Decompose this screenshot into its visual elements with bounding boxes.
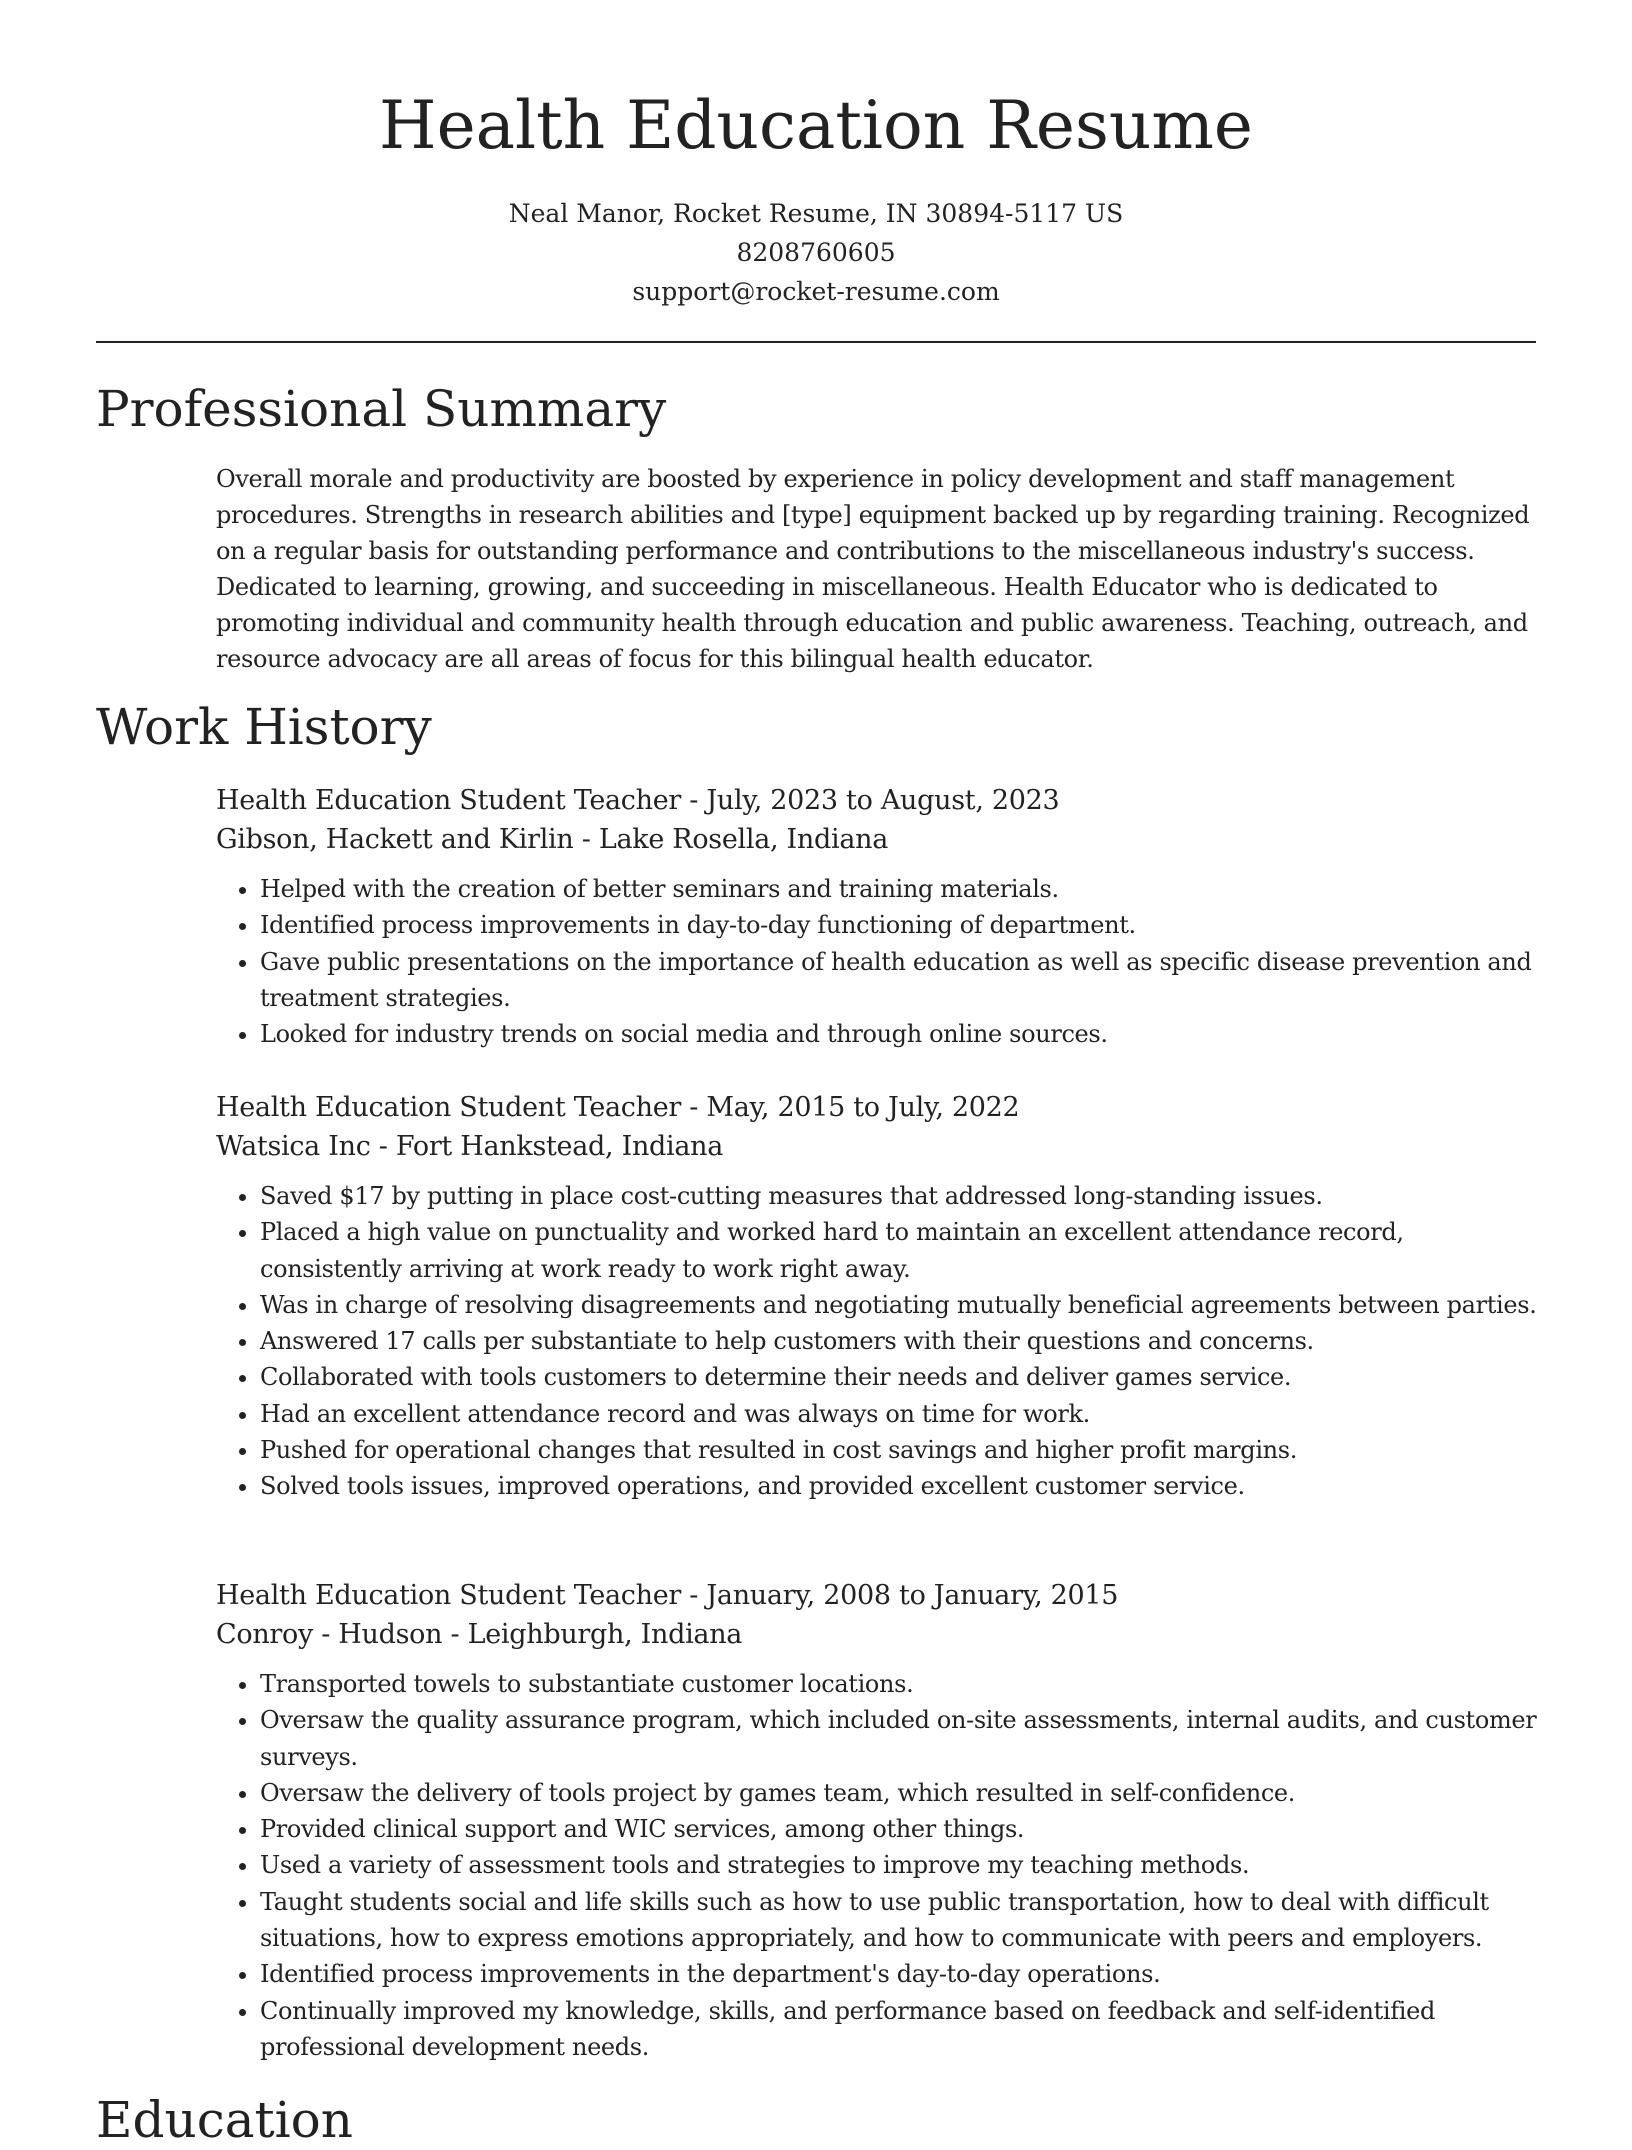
job-bullet: • Collaborated with tools customers to determine their needs and deliver games service.: [260, 1359, 1542, 1395]
job-bullet: • Provided clinical support and WIC services, among other things.: [260, 1811, 1542, 1847]
job-bullets: [216, 1178, 1542, 1505]
education-heading: Education: [96, 2091, 353, 2149]
work-history-heading: Work History: [96, 698, 432, 756]
job-bullet: • Solved tools issues, improved operations, and provided excellent customer service.: [260, 1468, 1542, 1504]
summary-text: Overall morale and productivity are boosted by experience in policy development and staff management procedures. Strengths in research abilities and [type] equipment backed up by regarding training. Recognized on a regular basis for outstanding performance and contributions to the miscellaneous industry's success. Dedicated to learning, growing, and succeeding in miscellaneous. Health Educator who is dedicated to promoting individual and community health through education and public awareness. Teaching, outreach, and resource advocacy are all areas of focus for this bilingual health educator.: [216, 465, 1530, 673]
job-bullet: • Was in charge of resolving disagreements and negotiating mutually beneficial agreements between parties.: [260, 1287, 1542, 1323]
job-bullets: [216, 871, 1542, 1052]
job-entry: [216, 1576, 1542, 2065]
job-bullet: • Identified process improvements in day-to-day functioning of department.: [260, 907, 1542, 943]
job-title-line: Health Education Student Teacher - May, 2015 to July, 2022: [216, 1092, 1020, 1123]
job-bullet: • Helped with the creation of better seminars and training materials.: [260, 871, 1542, 907]
contact-email: support@rocket-resume.com: [632, 277, 1000, 306]
job-bullet: • Continually improved my knowledge, skills, and performance based on feedback and self-identified professional development needs.: [260, 1993, 1542, 2066]
job-bullet: • Oversaw the delivery of tools project by games team, which resulted in self-confidence.: [260, 1775, 1542, 1811]
job-company-line: Gibson, Hackett and Kirlin - Lake Rosella, Indiana: [216, 824, 889, 855]
contact-phone: 8208760605: [736, 238, 896, 267]
contact-block: [0, 194, 1632, 311]
job-bullet: • Oversaw the quality assurance program, which included on-site assessments, internal audits, and customer surveys.: [260, 1702, 1542, 1775]
job-bullet: • Taught students social and life skills such as how to use public transportation, how to deal with difficult situations, how to express emotions appropriately, and how to communicate with peers and employers.: [260, 1884, 1542, 1957]
job-title-line: Health Education Student Teacher - January, 2008 to January, 2015: [216, 1580, 1119, 1611]
job-title-line: Health Education Student Teacher - July, 2023 to August, 2023: [216, 785, 1060, 816]
job-bullet: • Pushed for operational changes that resulted in cost savings and higher profit margins.: [260, 1432, 1542, 1468]
resume-header: [0, 0, 1632, 311]
job-bullet: • Placed a high value on punctuality and worked hard to maintain an excellent attendance record, consistently arriving at work ready to work right away.: [260, 1214, 1542, 1287]
job-company-line: Conroy - Hudson - Leighburgh, Indiana: [216, 1619, 743, 1650]
job-entry: [216, 781, 1542, 1052]
job-bullet: • Answered 17 calls per substantiate to help customers with their questions and concerns.: [260, 1323, 1542, 1359]
job-bullets: [216, 1666, 1542, 2065]
header-divider: [96, 341, 1536, 343]
summary-heading: Professional Summary: [96, 380, 667, 438]
job-bullet: • Saved $17 by putting in place cost-cutting measures that addressed long-standing issues.: [260, 1178, 1542, 1214]
job-bullet: • Transported towels to substantiate customer locations.: [260, 1666, 1542, 1702]
job-bullet: • Used a variety of assessment tools and strategies to improve my teaching methods.: [260, 1847, 1542, 1883]
job-entry: [216, 1088, 1542, 1505]
resume-title: Health Education Resume: [379, 87, 1253, 164]
job-company-line: Watsica Inc - Fort Hankstead, Indiana: [216, 1131, 724, 1162]
contact-address: Neal Manor, Rocket Resume, IN 30894-5117 US: [508, 199, 1124, 228]
job-bullet: • Identified process improvements in the department's day-to-day operations.: [260, 1956, 1542, 1992]
job-bullet: • Looked for industry trends on social media and through online sources.: [260, 1016, 1542, 1052]
job-bullet: • Gave public presentations on the importance of health education as well as specific disease prevention and treatment strategies.: [260, 944, 1542, 1017]
job-bullet: • Had an excellent attendance record and was always on time for work.: [260, 1396, 1542, 1432]
